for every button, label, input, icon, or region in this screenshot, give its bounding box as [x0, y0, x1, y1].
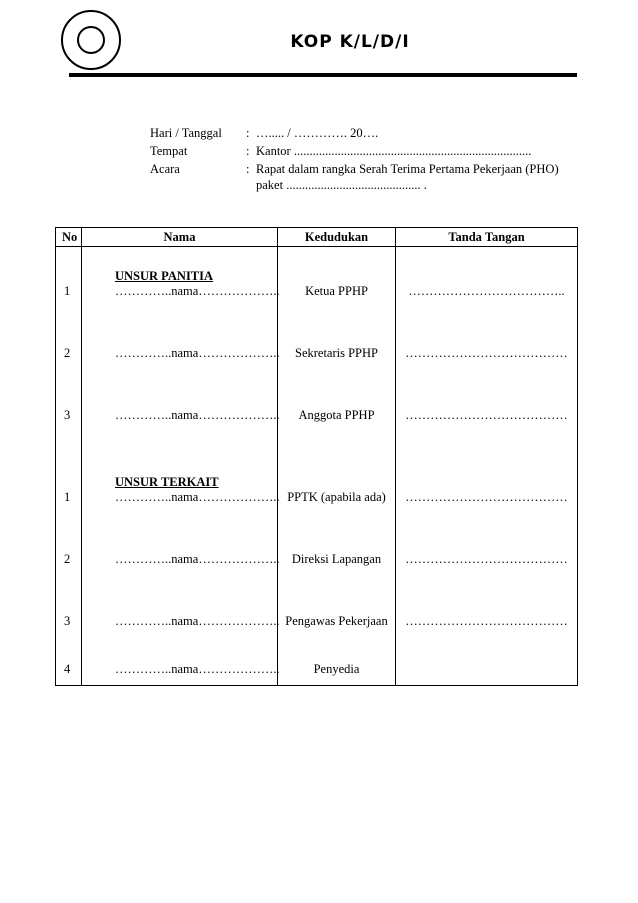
meta-colon: :	[246, 162, 250, 176]
signature-line: …………………………………	[405, 490, 568, 504]
row-number: 2	[64, 552, 71, 566]
header-nama: Nama	[82, 228, 278, 247]
row-number: 3	[64, 408, 71, 422]
signature-line: …………………………………	[405, 408, 568, 422]
header-kedudukan: Kedudukan	[278, 228, 396, 247]
header-tanda-tangan: Tanda Tangan	[396, 228, 578, 247]
header-no: No	[56, 228, 82, 247]
meta-value: Kantor ............................................................................	[256, 144, 532, 158]
position-label: Pengawas Pekerjaan	[285, 614, 388, 628]
group-heading-terkait: UNSUR TERKAIT	[115, 475, 219, 489]
position-label: Penyedia	[313, 662, 360, 676]
row-number: 1	[64, 490, 71, 504]
attendance-table	[55, 227, 578, 686]
table-row	[56, 515, 578, 577]
position-label: Ketua PPHP	[305, 284, 368, 298]
position-label: Direksi Lapangan	[291, 552, 382, 566]
letterhead-rule	[69, 73, 577, 77]
position-label: PPTK (apabila ada)	[287, 490, 386, 504]
position-label: Sekretaris PPHP	[295, 346, 378, 360]
signature-line: …………………………………	[405, 614, 568, 628]
meta-colon: :	[246, 126, 250, 140]
row-number: 3	[64, 614, 71, 628]
meta-label: Acara	[150, 162, 180, 176]
row-number: 2	[64, 346, 71, 360]
meta-label: Hari / Tanggal	[150, 126, 222, 140]
letterhead-title: KOP K/L/D/I	[290, 32, 410, 52]
signature-line: …………………………………	[405, 552, 568, 566]
logo-inner-circle	[77, 26, 105, 54]
table-row	[56, 433, 578, 515]
name-field: …………..nama………………..	[115, 346, 280, 360]
name-field: …………..nama………………..	[115, 490, 280, 504]
logo-emblem	[61, 10, 121, 70]
name-field: …………..nama………………..	[115, 408, 280, 422]
meta-value: Rapat dalam rangka Serah Terima Pertama Pekerjaan (PHO)	[256, 162, 559, 176]
signature-line: ………………………………..	[408, 284, 565, 298]
row-number: 1	[64, 284, 71, 298]
row-number: 4	[64, 662, 71, 676]
table-row	[56, 577, 578, 639]
group-heading-panitia: UNSUR PANITIA	[115, 269, 214, 283]
table-row	[56, 247, 578, 310]
table-row	[56, 371, 578, 433]
table-header-row	[56, 228, 578, 247]
name-field: …………..nama………………..	[115, 284, 280, 298]
name-field: …………..nama………………..	[115, 662, 280, 676]
agenda-continuation: paket ........................................... .	[256, 178, 427, 192]
signature-line: …………………………………	[405, 346, 568, 360]
meta-label: Tempat	[150, 144, 188, 158]
name-field: …………..nama………………..	[115, 552, 280, 566]
table-row	[56, 639, 578, 686]
position-label: Anggota PPHP	[298, 408, 375, 422]
meta-colon: :	[246, 144, 250, 158]
name-field: …………..nama………………..	[115, 614, 280, 628]
meta-value: …..... / …………. 20….	[256, 126, 379, 140]
table-row	[56, 309, 578, 371]
